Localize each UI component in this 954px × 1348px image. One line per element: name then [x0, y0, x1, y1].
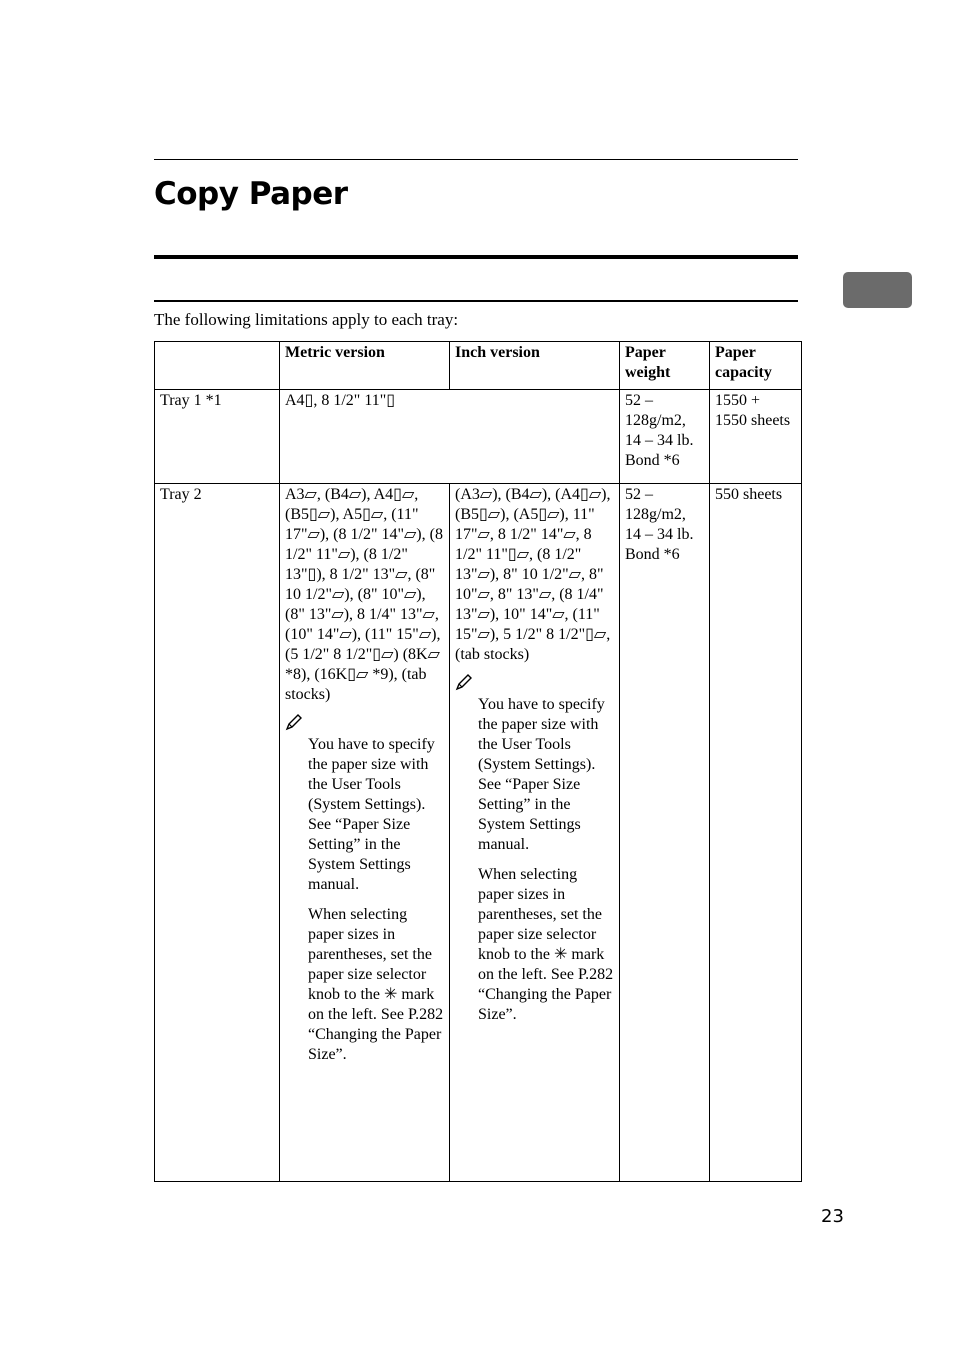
- paper-limits-table: [154, 341, 802, 1182]
- tray-2-weight: 52 – 128g/m2, 14 – 34 lb. Bond *6: [620, 484, 710, 1182]
- top-rule: [154, 159, 798, 160]
- tray-2-metric-sizes: A3▱, (B4▱), A4▯▱, (B5▯▱), A5▯▱, (11" 17"▱), (8 1/2" 14"▱), (8 1/2" 11"▱), (8 1/2" 13"▯), 8 1/2" 13"▱, (8" 10 1/2"▱), (8" 10"▱), (8" 13"▱), 8 1/4" 13"▱, (10" 14"▱), (11" 15"▱), (5 1/2" 8 1/2"▯▱) (8K▱ *8), (16K▯▱ *9), (tab stocks): [285, 486, 443, 703]
- page-title: Copy Paper: [154, 176, 348, 212]
- header-metric: Metric version: [280, 342, 450, 390]
- tray-1-weight: 52 – 128g/m2, 14 – 34 lb. Bond *6: [620, 390, 710, 484]
- tray-2-inch-sizes: (A3▱), (B4▱), (A4▯▱), (B5▯▱), (A5▯▱), 11" 17"▱, 8 1/2" 14"▱, 8 1/2" 11"▯▱, (8 1/2" 13"▱), 8" 10 1/2"▱, 8" 10"▱, 8" 13"▱, (8 1/4" 13"▱), 10" 14"▱, (11" 15"▱), 5 1/2" 8 1/2"▯▱, (tab stocks): [455, 486, 611, 663]
- chapter-tab: [843, 272, 912, 308]
- header-inch: Inch version: [450, 342, 620, 390]
- section-rule: [154, 300, 798, 302]
- pencil-note-icon: [285, 713, 303, 731]
- header-weight: Paper weight: [620, 342, 710, 390]
- metric-note-user-tools: You have to specify the paper size with the User Tools (System Settings). See “Paper Size Setting” in the System Settings manual.: [308, 736, 435, 893]
- inch-note-user-tools: You have to specify the paper size with the User Tools (System Settings). See “Paper Size Setting” in the System Settings manual.: [478, 696, 605, 853]
- pencil-note-icon: [455, 673, 473, 691]
- tray-2-inch-cell: [450, 484, 620, 1182]
- inch-note: [478, 695, 614, 1025]
- metric-note: [308, 735, 444, 1065]
- tray-1-label: Tray 1 *1: [155, 390, 280, 484]
- inch-note-selector-knob: When selecting paper sizes in parentheses, set the paper size selector knob to the ✳ mark on the left. See P.282 “Changing the Paper Size”.: [478, 866, 614, 1023]
- header-capacity: Paper capacity: [710, 342, 802, 390]
- intro-text: The following limitations apply to each tray:: [154, 310, 459, 329]
- table-row: [155, 390, 802, 484]
- table-row: [155, 484, 802, 1182]
- tray-2-label: Tray 2: [155, 484, 280, 1182]
- metric-note-selector-knob: When selecting paper sizes in parentheses, set the paper size selector knob to the ✳ mark on the left. See P.282 “Changing the Paper Size”.: [308, 906, 444, 1063]
- header-empty: [155, 342, 280, 390]
- page-number: 23: [821, 1206, 844, 1227]
- tray-2-metric-cell: [280, 484, 450, 1182]
- table-header-row: [155, 342, 802, 390]
- title-underline: [154, 255, 798, 259]
- tray-1-capacity: 1550 + 1550 sheets: [710, 390, 802, 484]
- tray-2-capacity: 550 sheets: [710, 484, 802, 1182]
- tray-1-sizes: A4▯, 8 1/2" 11"▯: [280, 390, 620, 484]
